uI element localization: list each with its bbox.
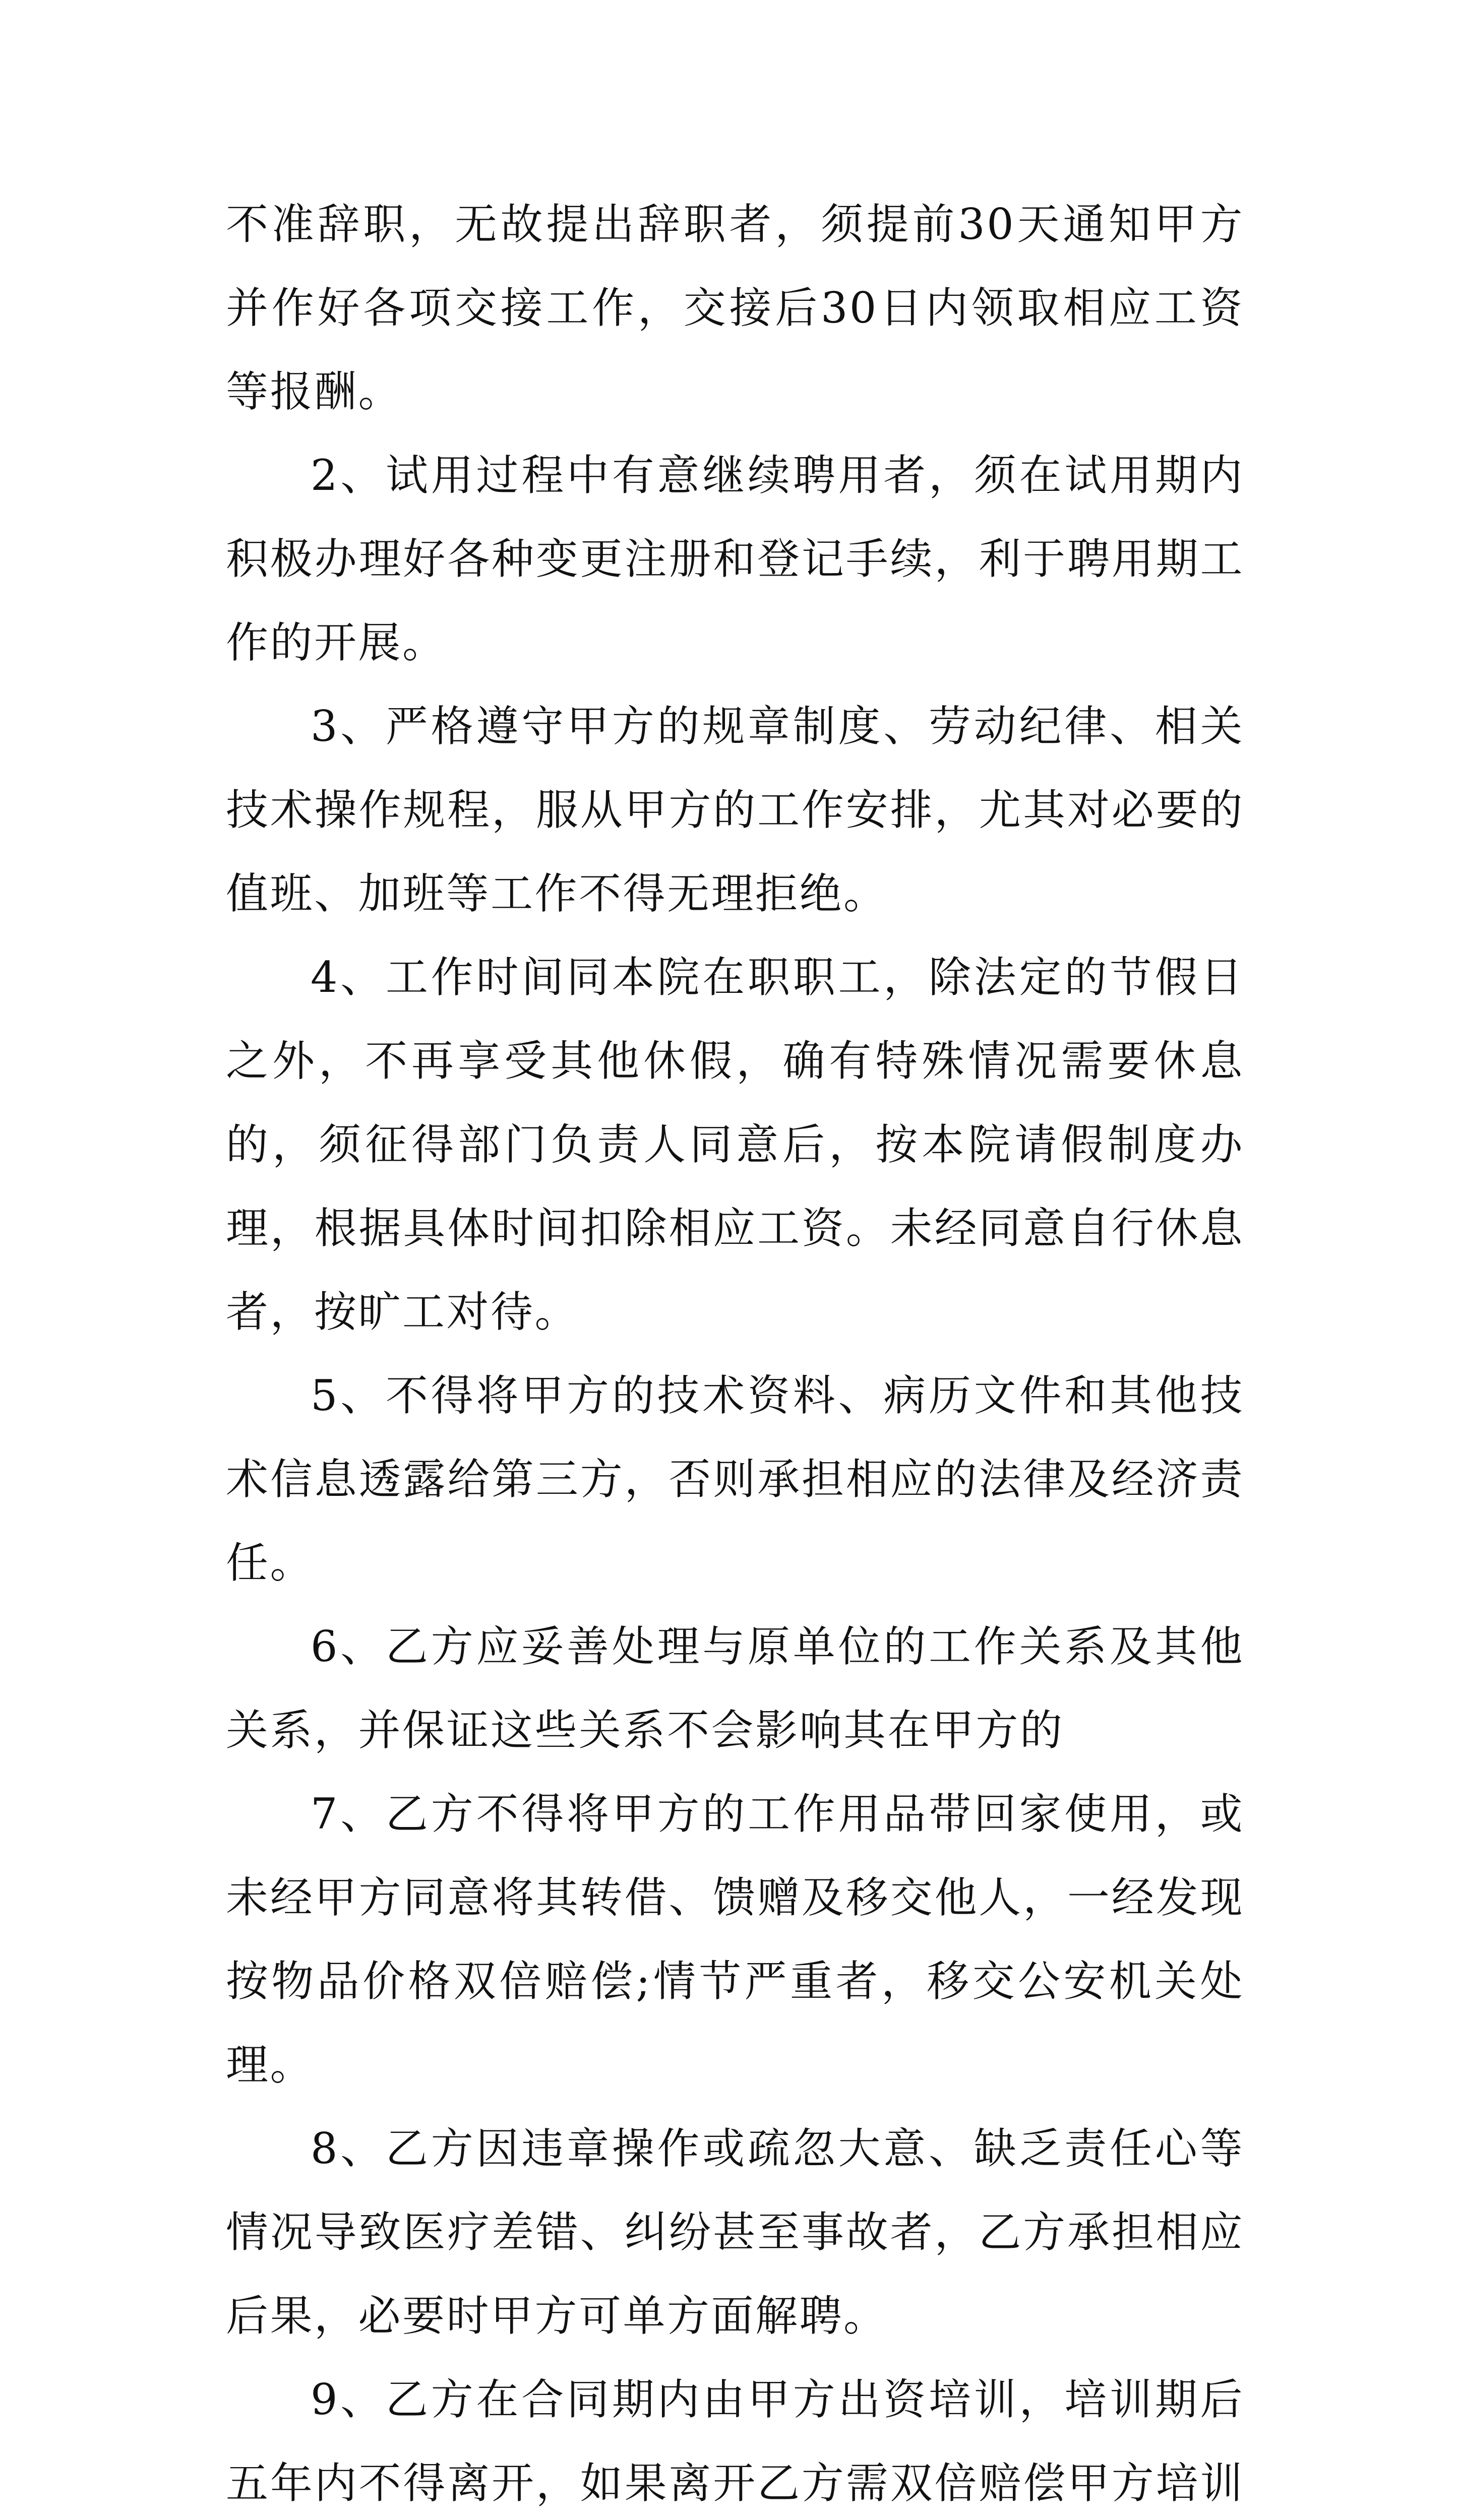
paragraph-item-5: 5、不得将甲方的技术资料、病历文件和其他技术信息透露给第三方，否则承担相应的法律及经济责任。: [226, 1371, 1244, 1588]
paragraph-item-7: 7、乙方不得将甲方的工作用品带回家使用，或未经甲方同意将其转借、馈赠及移交他人，一经发现按物品价格双倍赔偿;情节严重者，移交公安机关处理。: [226, 1789, 1244, 2090]
paragraph-item-3: 3、严格遵守甲方的规章制度、劳动纪律、相关技术操作规程，服从甲方的工作安排，尤其对必要的值班、加班等工作不得无理拒绝。: [226, 702, 1244, 918]
paragraph-item-2: 2、试用过程中有意继续聘用者，须在试用期内积极办理好各种变更注册和登记手续，利于聘用期工作的开展。: [226, 451, 1244, 667]
paragraph-item-4: 4、工作时间同本院在职职工，除法定的节假日之外，不再享受其他休假，确有特殊情况需要休息的，须征得部门负责人同意后，按本院请假制度办理，根据具体时间扣除相应工资。未经同意自行休息者，按旷工对待。: [226, 953, 1244, 1337]
paragraph-continuation: 不准辞职，无故提出辞职者，须提前30天通知甲方并作好各项交接工作，交接后30日内领取相应工资等报酬。: [226, 200, 1244, 416]
document-body: [226, 182, 1244, 2520]
paragraph-item-8: 8、乙方因违章操作或疏忽大意、缺乏责任心等情况导致医疗差错、纠纷甚至事故者，乙方承担相应后果，必要时甲方可单方面解聘。: [226, 2124, 1244, 2341]
paragraph-item-9: 9、乙方在合同期内由甲方出资培训，培训期后五年内不得离开，如果离开乙方需双倍赔偿甲方培训: [226, 2375, 1244, 2508]
paragraph-item-6: 6、乙方应妥善处理与原单位的工作关系及其他关系，并保证这些关系不会影响其在甲方的: [226, 1622, 1244, 1755]
